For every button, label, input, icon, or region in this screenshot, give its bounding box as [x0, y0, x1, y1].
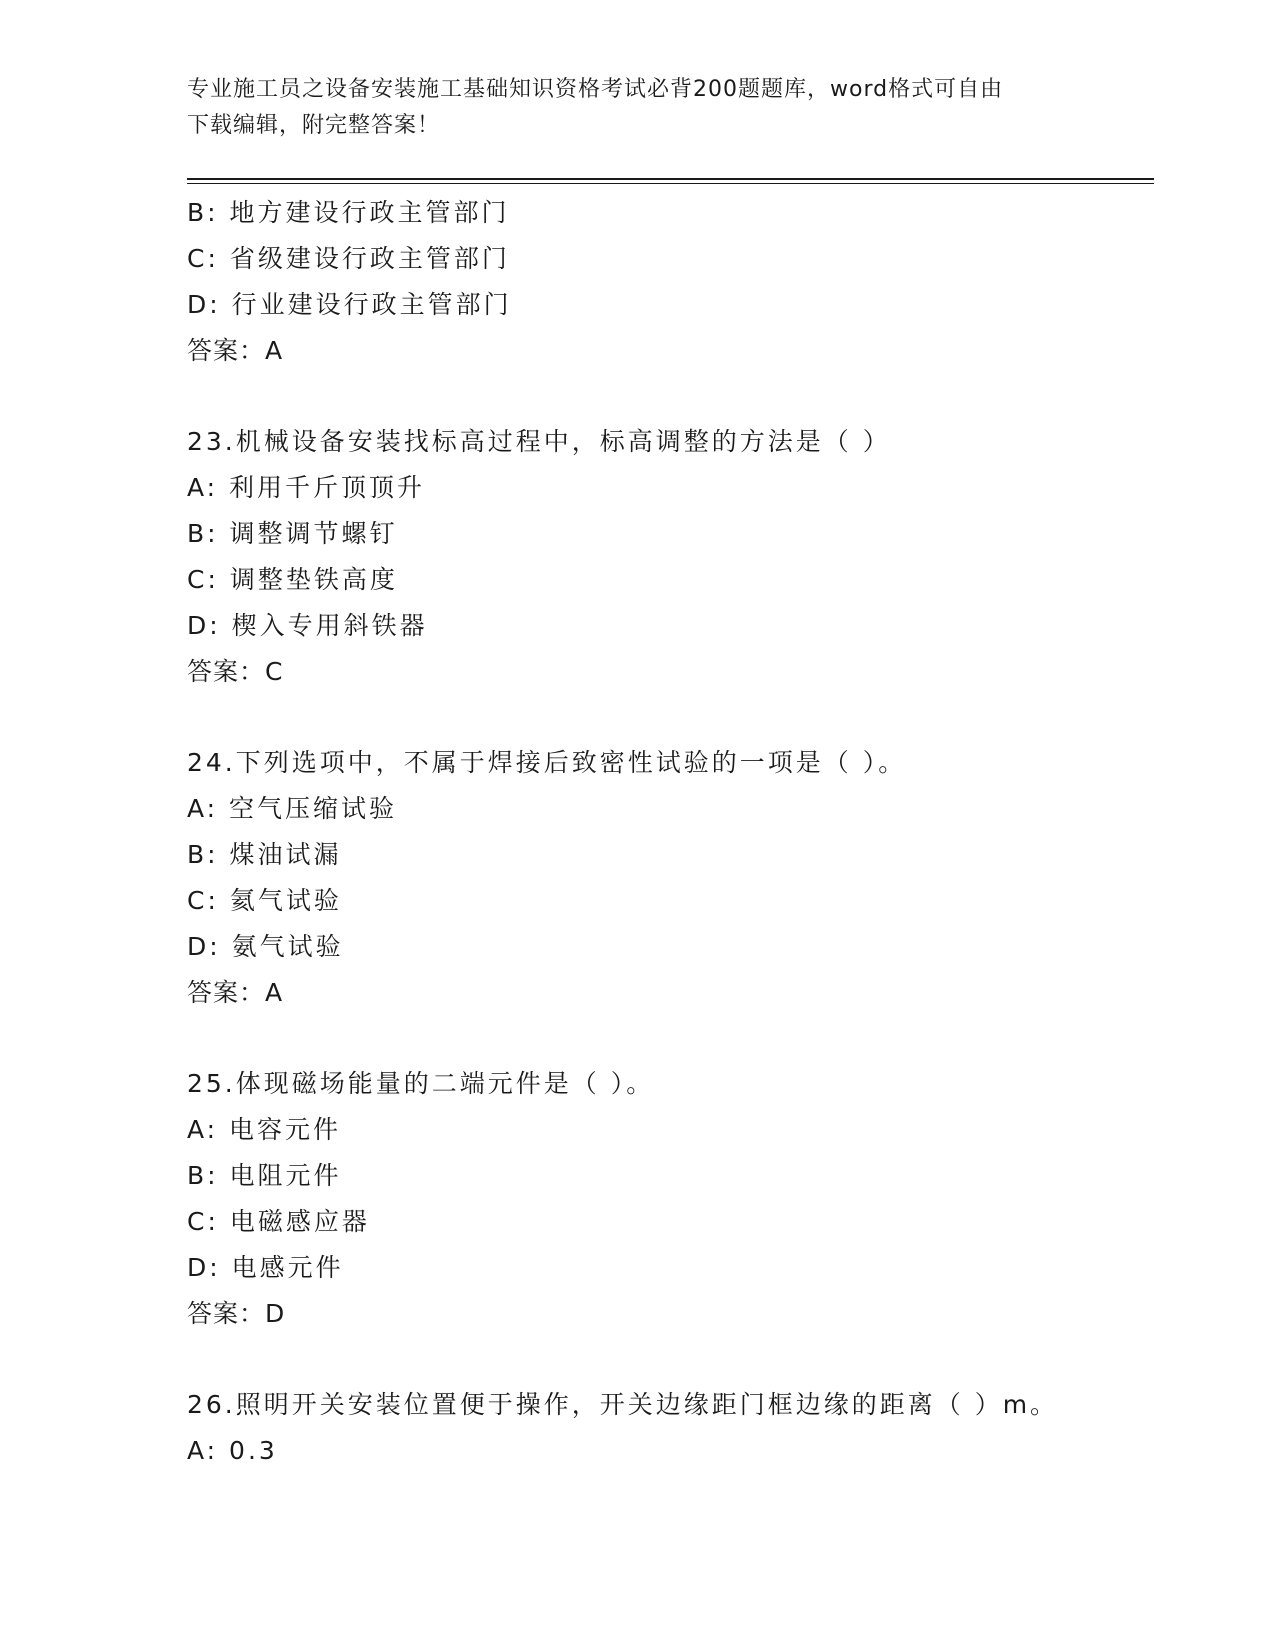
option-a: A: 电容元件	[187, 1115, 342, 1144]
question-25	[187, 1061, 1147, 1337]
option-c: C: 调整垫铁高度	[187, 565, 398, 594]
question-23	[187, 419, 1147, 695]
answer-line: 答案：A	[187, 336, 284, 365]
answer-line: 答案：D	[187, 1299, 286, 1328]
header-line-2: 下载编辑，附完整答案！	[187, 113, 441, 138]
option-c: C: 电磁感应器	[187, 1207, 370, 1236]
option-a: A: 空气压缩试验	[187, 794, 398, 823]
header-line-1: 专业施工员之设备安装施工基础知识资格考试必背200题题库，word格式可自由	[187, 77, 1004, 102]
option-c: C: 省级建设行政主管部门	[187, 244, 510, 273]
option-c: C: 氦气试验	[187, 886, 342, 915]
question-fragment-22	[187, 190, 1147, 374]
header-divider-thin	[187, 183, 1154, 184]
answer-line: 答案：A	[187, 978, 284, 1007]
option-b: B: 调整调节螺钉	[187, 519, 398, 548]
option-b: B: 煤油试漏	[187, 840, 342, 869]
question-24	[187, 740, 1147, 1016]
document-header	[187, 72, 1067, 144]
question-stem: 24.下列选项中，不属于焊接后致密性试验的一项是（ ）。	[187, 748, 907, 777]
option-b: B: 电阻元件	[187, 1161, 342, 1190]
answer-line: 答案：C	[187, 657, 284, 686]
option-d: D: 行业建设行政主管部门	[187, 290, 512, 319]
option-d: D: 电感元件	[187, 1253, 344, 1282]
header-divider-thick	[187, 178, 1154, 180]
option-a: A: 0.3	[187, 1436, 278, 1465]
question-stem: 26.照明开关安装位置便于操作，开关边缘距门框边缘的距离（ ）m。	[187, 1390, 1059, 1419]
question-stem: 25.体现磁场能量的二端元件是（ ）。	[187, 1069, 655, 1098]
option-b: B: 地方建设行政主管部门	[187, 198, 510, 227]
question-list	[187, 190, 1147, 1474]
question-stem: 23.机械设备安装找标高过程中，标高调整的方法是（ ）	[187, 427, 891, 456]
question-26	[187, 1382, 1147, 1474]
option-d: D: 楔入专用斜铁器	[187, 611, 428, 640]
option-a: A: 利用千斤顶顶升	[187, 473, 426, 502]
option-d: D: 氨气试验	[187, 932, 344, 961]
